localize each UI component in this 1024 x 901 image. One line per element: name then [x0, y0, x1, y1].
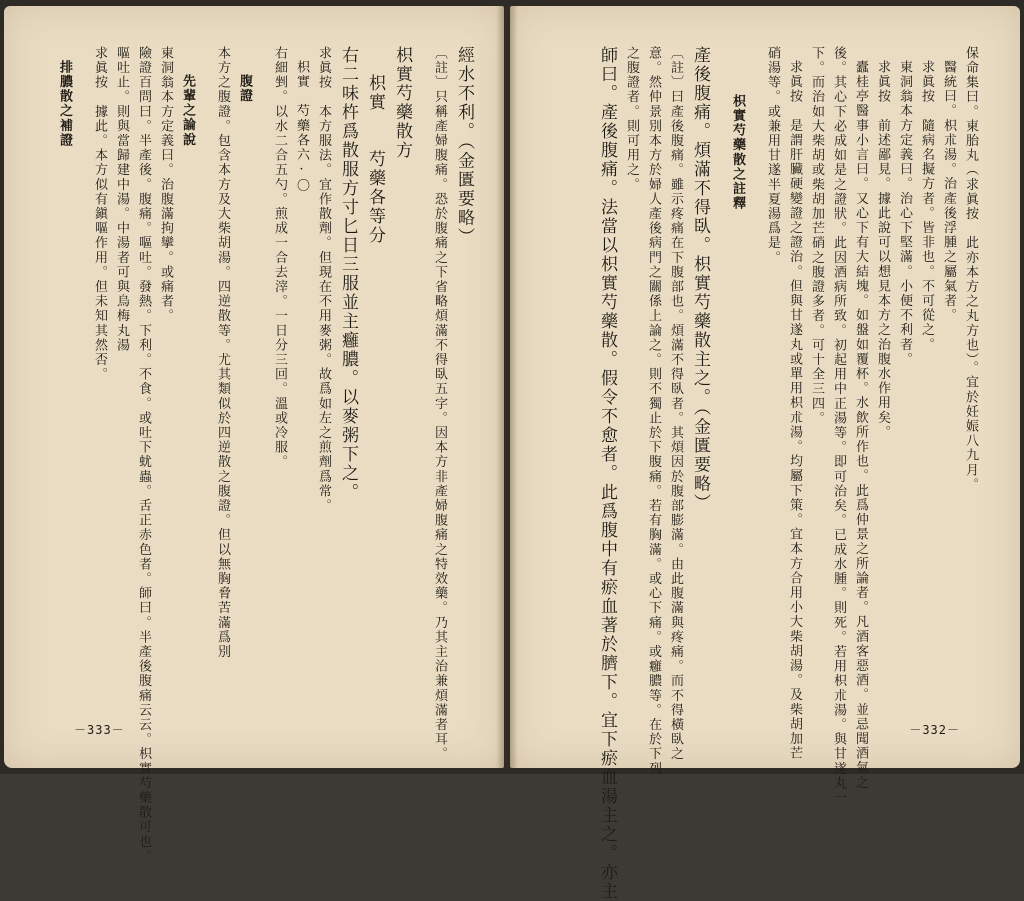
text-column: 險證百問曰。半產後。腹痛。嘔吐。發熱。下利。不食。或吐下蚘蟲。舌正赤色者。師曰。半產後腹痛云云。枳實芍藥散可也。	[136, 46, 151, 864]
page-number: －332－	[909, 723, 960, 737]
column-spacer	[257, 46, 267, 706]
section-heading: 排膿散之補證	[57, 60, 72, 148]
right-page	[510, 6, 1020, 901]
text-column: 硝湯等。或兼用甘遂半夏湯爲是。	[765, 46, 780, 265]
text-column: 〔註〕只稱產婦腹痛。恐於腹痛之下省略煩滿不得臥五字。因本方非產婦腹痛之特效藥。乃其主治兼煩滿者耳。	[432, 46, 447, 762]
classic-text-column: 產後腹痛。煩滿不得臥。枳實芍藥散主之。（金匱要略）	[690, 46, 710, 513]
text-column: 意。然仲景別本方於婦人產後病門之關係上論之。則不獨止於下腹痛。若有胸滿。或心下痛。或癰膿等。在於下列	[646, 46, 661, 776]
page-number: －333－	[74, 723, 125, 737]
text-column: 東洞翁本方定義曰。治心下堅滿。小便不利者。	[897, 60, 912, 367]
text-column: 求眞按 前述鄙見。據此說可以想見本方之治腹水作用矣。	[875, 60, 890, 440]
column-spacer	[77, 46, 87, 706]
text-column: 〔註〕曰產後腹痛。雖示疼痛在下腹部也。煩滿不得臥者。其煩因於腹部膨滿。由此腹滿與疼痛。而不得橫臥之	[668, 46, 683, 762]
section-heading: 先輩之論說	[180, 74, 195, 147]
column-spacer	[750, 46, 760, 706]
text-column: 嘔吐止。則與當歸建中湯。中湯者可與烏梅丸湯	[114, 46, 129, 353]
book-gutter	[496, 6, 518, 768]
text-column: 本方之腹證。包含本方及大柴胡湯。四逆散等。尤其類似於四逆散之腹證。但以無胸脅苦滿爲別	[215, 46, 230, 660]
text-column: 醫統曰。枳朮湯。治產後浮腫之屬氣者。	[941, 60, 956, 323]
text-column: 東洞翁本方定義曰。治腹滿拘攣。或痛者。	[158, 46, 173, 324]
section-heading: 腹證	[237, 74, 252, 104]
text-column: 求眞按 是謂肝臟硬變證之證治。但與甘遂丸或單用枳朮湯。均屬下策。宜本方合用小大柴胡湯。及柴胡加芒	[787, 60, 802, 761]
formula-title: 枳實芍藥散方	[392, 46, 412, 160]
column-spacer	[417, 46, 427, 706]
text-column: 蠹桂亭醫事小言曰。又心下有大結塊。如盤如覆杯。水飲所作也。此爲仲景之所論者。凡酒客惡酒。並忌聞酒氣之	[853, 60, 868, 790]
text-column: 求眞按 本方服法。宜作散劑。但現在不用麥粥。故爲如左之煎劑爲常。	[316, 46, 331, 514]
text-column: 求眞按 據此。本方似有鎭嘔作用。但未知其然否。	[92, 46, 107, 382]
classic-text-column: 右二味杵爲散服方寸匕日三服並主癰膿。以麥粥下之。	[338, 46, 358, 502]
text-column: 下。而治如大柴胡或柴胡加芒硝之腹證多者。可十全三四。	[809, 46, 824, 426]
classic-text-column: 經水不利。（金匱要略）	[454, 46, 474, 247]
text-column: 枳實 芍藥各六·〇	[294, 60, 309, 194]
text-column: 保命集曰。東胎丸（求眞按 此亦本方之丸方也）。宜於妊娠八九月。	[963, 46, 978, 493]
section-heading: 枳實芍藥散之註釋	[730, 94, 745, 211]
column-spacer	[200, 46, 210, 706]
text-column: 求眞按 隨病名擬方者。皆非也。不可從之。	[919, 60, 934, 352]
text-column: 之腹證者。則可用之。	[624, 46, 639, 192]
text-column: 右細剉。以水二合五勺。煎成一合去滓。一日分三回。溫或冷服。	[272, 46, 287, 470]
formula-ingredients: 枳實 芍藥各等分	[365, 74, 385, 245]
column-spacer	[715, 46, 725, 706]
classic-text-column: 師曰。產後腹痛。法當以枳實芍藥散。假令不愈者。此爲腹中有瘀血著於臍下。宜下瘀血湯主之。亦主	[597, 46, 617, 901]
text-column: 後。其心下必成如是之證狀。此因酒病所致。初起用中正湯等。即可治矣。已成水腫。則死。若用枳朮湯。與甘遂丸一	[831, 46, 846, 806]
left-page	[4, 6, 504, 864]
